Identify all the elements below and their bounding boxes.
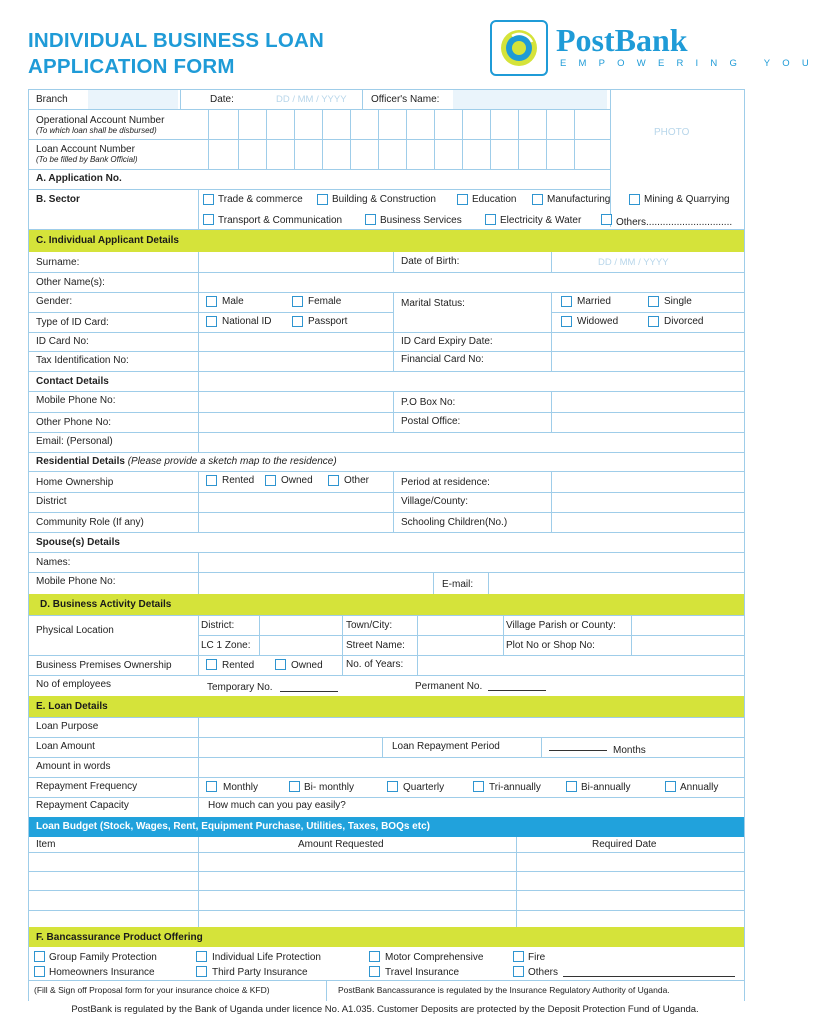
lc1-label: LC 1 Zone:: [201, 640, 251, 651]
frequency-option: Tri-annually: [489, 782, 541, 793]
brand-tagline: EMPOWERING YOU: [560, 58, 821, 69]
d-district-label: District:: [201, 620, 235, 631]
others-input[interactable]: [563, 976, 735, 977]
divorced-checkbox[interactable]: [648, 316, 659, 327]
budget-title: Loan Budget (Stock, Wages, Rent, Equipment Purchase, Utilities, Taxes, BOQs etc): [36, 821, 430, 832]
village-label: Village/County:: [401, 496, 469, 507]
id-no-label: ID Card No:: [36, 336, 89, 347]
sector-option: Transport & Communication: [218, 215, 343, 226]
other-names-label: Other Name(s):: [36, 277, 105, 288]
insurance-checkbox[interactable]: [369, 966, 380, 977]
owned-checkbox[interactable]: [265, 475, 276, 486]
branch-label: Branch: [36, 94, 68, 105]
capacity-label: Repayment Capacity: [36, 800, 129, 811]
female-label: Female: [308, 296, 342, 307]
frequency-option: Monthly: [223, 782, 259, 793]
postbank-logo-icon: [490, 20, 548, 76]
village-parish-label: Village Parish or County:: [506, 620, 616, 631]
premises-rented-checkbox[interactable]: [206, 659, 217, 670]
sector-option: Others...............................: [616, 217, 733, 228]
residential-title: Residential Details: [36, 456, 125, 467]
loan-account-label: Loan Account Number: [36, 144, 135, 155]
insurance-option: Homeowners Insurance: [49, 967, 155, 978]
budget-col-item: Item: [36, 839, 56, 850]
insurance-option: Fire: [528, 952, 546, 963]
single-label: Single: [664, 296, 692, 307]
footer-text: PostBank is regulated by the Bank of Uganda under licence No. A1.035. Customer Deposits are protected by the Deposit Protection Fund of Uganda.: [71, 1004, 699, 1015]
widowed-checkbox[interactable]: [561, 316, 572, 327]
residential-note: (Please provide a sketch map to the residence): [127, 456, 337, 467]
date-label: Date:: [210, 94, 234, 105]
period-label: Period at residence:: [401, 477, 490, 488]
passport-checkbox[interactable]: [292, 316, 303, 327]
insurance-option: Individual Life Protection: [212, 952, 321, 963]
title-line-1: INDIVIDUAL BUSINESS LOAN: [28, 29, 325, 52]
single-checkbox[interactable]: [648, 296, 659, 307]
other-phone-label: Other Phone No:: [36, 417, 112, 428]
capacity-question: How much can you pay easily?: [208, 800, 346, 811]
frequency-option: Annually: [680, 782, 719, 793]
sector-checkbox[interactable]: [203, 214, 214, 225]
section-f-title: F. Bancassurance Product Offering: [36, 932, 203, 943]
divorced-label: Divorced: [664, 316, 704, 327]
years-label: No. of Years:: [346, 659, 404, 670]
dob-label: Date of Birth:: [401, 256, 460, 267]
employees-label: No of employees: [36, 679, 112, 690]
frequency-checkbox[interactable]: [566, 781, 577, 792]
sector-checkbox[interactable]: [365, 214, 376, 225]
application-no-label: A. Application No.: [36, 173, 122, 184]
married-checkbox[interactable]: [561, 296, 572, 307]
mobile-label: Mobile Phone No:: [36, 395, 116, 406]
loan-purpose-label: Loan Purpose: [36, 721, 99, 732]
budget-col-date: Required Date: [592, 839, 657, 850]
female-checkbox[interactable]: [292, 296, 303, 307]
national-id-label: National ID: [222, 316, 272, 327]
sector-checkbox[interactable]: [317, 194, 328, 205]
sector-checkbox[interactable]: [532, 194, 543, 205]
temporary-input[interactable]: [280, 691, 338, 692]
rented-checkbox[interactable]: [206, 475, 217, 486]
spouse-heading: Spouse(s) Details: [36, 537, 120, 548]
sector-checkbox[interactable]: [203, 194, 214, 205]
spouse-mobile-label: Mobile Phone No:: [36, 576, 116, 587]
amount-words-label: Amount in words: [36, 761, 111, 772]
po-box-label: P.O Box No:: [401, 397, 456, 408]
permanent-input[interactable]: [488, 690, 546, 691]
section-e-header: [28, 696, 745, 717]
op-account-input[interactable]: [209, 110, 609, 139]
loan-amount-label: Loan Amount: [36, 741, 95, 752]
sector-option: Mining & Quarrying: [644, 194, 730, 205]
insurance-checkbox[interactable]: [196, 951, 207, 962]
marital-label: Marital Status:: [401, 298, 465, 309]
dob-input[interactable]: DD / MM / YYYY: [598, 257, 669, 268]
married-label: Married: [577, 296, 611, 307]
photo-box[interactable]: PHOTO: [654, 127, 690, 138]
postbank-logo: [490, 20, 821, 78]
id-expiry-label: ID Card Expiry Date:: [401, 336, 493, 347]
insurance-checkbox[interactable]: [34, 966, 45, 977]
repayment-period-input[interactable]: [549, 750, 607, 751]
frequency-checkbox[interactable]: [206, 781, 217, 792]
permanent-label: Permanent No.: [415, 681, 483, 692]
postal-office-label: Postal Office:: [401, 416, 461, 427]
sector-option: Manufacturing: [547, 194, 611, 205]
frequency-label: Repayment Frequency: [36, 781, 138, 792]
section-c-title: C. Individual Applicant Details: [36, 235, 179, 246]
tin-label: Tax Identification No:: [36, 355, 129, 366]
budget-row[interactable]: [28, 872, 745, 890]
male-label: Male: [222, 296, 244, 307]
frequency-checkbox[interactable]: [387, 781, 398, 792]
contact-details-heading: Contact Details: [36, 376, 109, 387]
section-d-title: D. Business Activity Details: [40, 599, 172, 610]
owned-label: Owned: [281, 475, 313, 486]
sector-checkbox[interactable]: [485, 214, 496, 225]
loan-form: [28, 89, 745, 1001]
frequency-checkbox[interactable]: [289, 781, 300, 792]
spouse-names-label: Names:: [36, 557, 71, 568]
other-checkbox[interactable]: [328, 475, 339, 486]
premises-label: Business Premises Ownership: [36, 660, 172, 671]
frequency-checkbox[interactable]: [473, 781, 484, 792]
other-label: Other: [344, 475, 370, 486]
premises-owned-checkbox[interactable]: [275, 659, 286, 670]
insurance-option: Motor Comprehensive: [385, 952, 484, 963]
premises-owned-label: Owned: [291, 660, 323, 671]
op-account-label: Operational Account Number: [36, 115, 165, 126]
premises-rented-label: Rented: [222, 660, 255, 671]
community-role-label: Community Role (If any): [36, 517, 144, 528]
schooling-label: Schooling Children(No.): [401, 517, 508, 528]
regulation-note: PostBank Bancassurance is regulated by the Insurance Regulatory Authority of Uganda.: [338, 985, 670, 995]
officer-name-label: Officer's Name:: [371, 94, 440, 105]
proposal-note: (Fill & Sign off Proposal form for your insurance choice & KFD): [34, 985, 270, 995]
sector-option: Business Services: [380, 215, 462, 226]
insurance-checkbox[interactable]: [196, 966, 207, 977]
officer-name-input[interactable]: [453, 90, 607, 109]
plot-label: Plot No or Shop No:: [506, 640, 595, 651]
op-account-note: (To which loan shall be disbursed): [36, 126, 157, 135]
residential-heading: [36, 456, 337, 468]
loan-account-input[interactable]: [209, 140, 609, 169]
gender-label: Gender:: [36, 296, 73, 307]
temporary-label: Temporary No.: [207, 682, 273, 693]
frequency-option: Bi- monthly: [304, 782, 355, 793]
date-input[interactable]: DD / MM / YYYY: [276, 94, 347, 105]
budget-col-amount: Amount Requested: [298, 839, 384, 850]
town-label: Town/City:: [346, 620, 393, 631]
frequency-option: Quarterly: [403, 782, 445, 793]
passport-label: Passport: [308, 316, 348, 327]
branch-input[interactable]: [88, 90, 178, 109]
street-label: Street Name:: [346, 640, 405, 651]
sector-option: Building & Construction: [332, 194, 436, 205]
budget-row[interactable]: [28, 891, 745, 910]
insurance-checkbox[interactable]: [34, 951, 45, 962]
brand-name: PostBank: [556, 22, 688, 58]
frequency-option: Bi-annually: [581, 782, 631, 793]
email-label: Email: (Personal): [36, 436, 113, 447]
sector-option: Electricity & Water: [500, 215, 582, 226]
physical-location-label: Physical Location: [36, 625, 114, 636]
surname-label: Surname:: [36, 257, 80, 268]
male-checkbox[interactable]: [206, 296, 217, 307]
sector-option: Trade & commerce: [218, 194, 303, 205]
insurance-option: Group Family Protection: [49, 952, 157, 963]
district-label: District: [36, 496, 67, 507]
sector-checkbox[interactable]: [457, 194, 468, 205]
insurance-checkbox[interactable]: [513, 966, 524, 977]
national-id-checkbox[interactable]: [206, 316, 217, 327]
insurance-checkbox[interactable]: [369, 951, 380, 962]
rented-label: Rented: [222, 475, 255, 486]
sector-checkbox[interactable]: [629, 194, 640, 205]
home-ownership-label: Home Ownership: [36, 477, 114, 488]
sector-label: B. Sector: [36, 194, 80, 205]
insurance-option: Third Party Insurance: [212, 967, 308, 978]
insurance-option: Travel Insurance: [385, 967, 460, 978]
id-type-label: Type of ID Card:: [36, 317, 109, 328]
fin-card-label: Financial Card No:: [401, 354, 484, 365]
insurance-option: Others: [528, 967, 559, 978]
title-line-2: APPLICATION FORM: [28, 55, 235, 78]
form-title: [28, 28, 324, 80]
widowed-label: Widowed: [577, 316, 619, 327]
spouse-email-label: E-mail:: [442, 579, 474, 590]
frequency-checkbox[interactable]: [665, 781, 676, 792]
section-e-title: E. Loan Details: [36, 701, 108, 712]
sector-checkbox[interactable]: [601, 214, 612, 225]
months-label: Months: [613, 745, 646, 756]
insurance-checkbox[interactable]: [513, 951, 524, 962]
sector-option: Education: [472, 194, 517, 205]
repayment-period-label: Loan Repayment Period: [392, 741, 500, 752]
budget-row[interactable]: [28, 853, 745, 871]
loan-account-note: (To be filled by Bank Official): [36, 155, 138, 164]
